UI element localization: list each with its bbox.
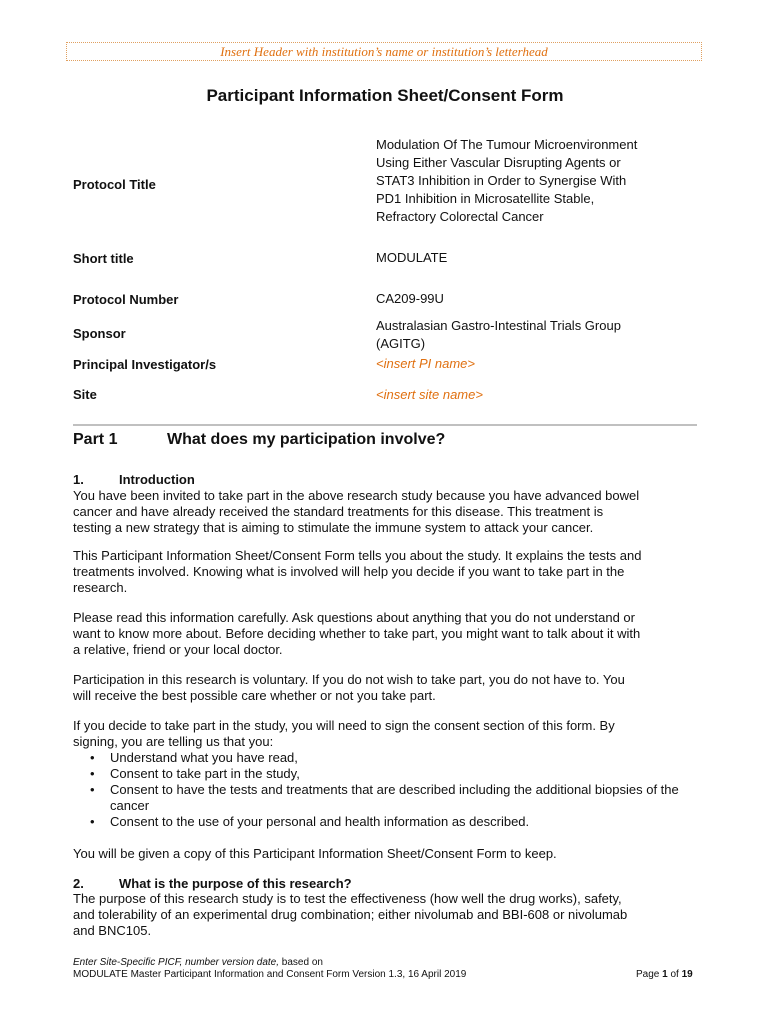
section-2-number: 2. [73,876,84,891]
text-line: treatments involved. Knowing what is involved will help you decide if you want to take part in the [73,564,625,579]
pi-label: Principal Investigator/s [73,357,217,372]
protocol-title-line: Modulation Of The Tumour Microenvironment [376,137,638,152]
short-title-label: Short title [73,251,134,266]
text-line: and BNC105. [73,923,152,938]
section-2-title: What is the purpose of this research? [119,876,352,891]
page-of: of [667,969,682,980]
sponsor-line: Australasian Gastro-Intestinal Trials Group [376,318,621,333]
text-line: signing, you are telling us that you: [73,734,274,749]
text-line: You have been invited to take part in the above research study because you have advanced bowel [73,488,640,503]
page-title: Participant Information Sheet/Consent Form [206,86,564,105]
section-1-number: 1. [73,472,84,487]
protocol-title-value [376,136,637,226]
intro-paragraph-5 [73,718,697,750]
text-line: Please read this information carefully. Ask questions about anything that you do not understand or [73,610,635,625]
purpose-paragraph [73,891,697,939]
protocol-title-line: PD1 Inhibition in Microsatellite Stable, [376,191,595,206]
header-placeholder: Insert Header with institution’s name or institution’s letterhead [66,42,702,61]
text-line: a relative, friend or your local doctor. [73,642,283,657]
sponsor-value [376,317,621,353]
intro-paragraph-4 [73,672,697,704]
text-line: This Participant Information Sheet/Consent Form tells you about the study. It explains the tests and [73,548,642,563]
text-line: The purpose of this research study is to test the effectiveness (how well the drug works), safety, [73,891,622,906]
list-item: • Consent to the use of your personal and health information as described. [90,814,697,830]
section-1-title: Introduction [119,472,195,487]
text-line: research. [73,580,128,595]
site-label: Site [73,387,97,402]
page-number [636,969,693,980]
footer-site-specific: Enter Site-Specific PICF, number version date, [73,957,280,968]
list-item: • Consent to have the tests and treatments that are described including the additional biopsies of the cancer [90,782,697,814]
page-current: 1 [662,969,668,980]
consent-bullet-list [90,750,697,830]
text-line: want to know more about. Before deciding whether to take part, you might want to talk about it with [73,626,641,641]
list-item: • Consent to take part in the study, [90,766,697,782]
pi-value[interactable]: <insert PI name> [376,356,475,371]
text-line: will receive the best possible care whether or not you take part. [73,688,436,703]
protocol-title-line: Refractory Colorectal Cancer [376,209,544,224]
protocol-number-label: Protocol Number [73,292,179,307]
list-item: • Understand what you have read, [90,750,697,766]
intro-paragraph-3 [73,610,697,658]
intro-paragraph-1 [73,488,697,536]
section-1-heading [73,472,195,487]
sponsor-line: (AGITG) [376,336,426,351]
protocol-title-line: STAT3 Inhibition in Order to Synergise With [376,173,627,188]
section-2-heading [73,876,352,891]
text-line: testing a new strategy that is aiming to stimulate the immune system to attack your cancer. [73,520,594,535]
intro-paragraph-6: You will be given a copy of this Participant Information Sheet/Consent Form to keep. [73,846,557,861]
sponsor-label: Sponsor [73,326,126,341]
protocol-title-line: Using Either Vascular Disrupting Agents or [376,155,621,170]
part-number: Part 1 [73,431,118,448]
part-heading: What does my participation involve? [167,431,446,448]
section-divider [73,424,697,426]
text-line: cancer and have already received the standard treatments for this disease. This treatment is [73,504,604,519]
footer-version [73,957,466,981]
page-prefix: Page [636,969,663,980]
protocol-title-label: Protocol Title [73,177,156,192]
protocol-number-value: CA209-99U [376,291,444,306]
text-line: Participation in this research is voluntary. If you do not wish to take part, you do not have to. You [73,672,625,687]
footer-based-on: based on [279,957,323,968]
short-title-value: MODULATE [376,250,448,265]
site-value[interactable]: <insert site name> [376,387,483,402]
text-line: If you decide to take part in the study, you will need to sign the consent section of this form. By [73,718,615,733]
page-total: 19 [681,969,693,980]
footer-line-1 [73,957,466,969]
text-line: and tolerability of an experimental drug combination; either nivolumab and BBI-608 or nivolumab [73,907,628,922]
intro-paragraph-2 [73,548,697,596]
footer-line-2: MODULATE Master Participant Information and Consent Form Version 1.3, 16 April 2019 [73,969,467,980]
